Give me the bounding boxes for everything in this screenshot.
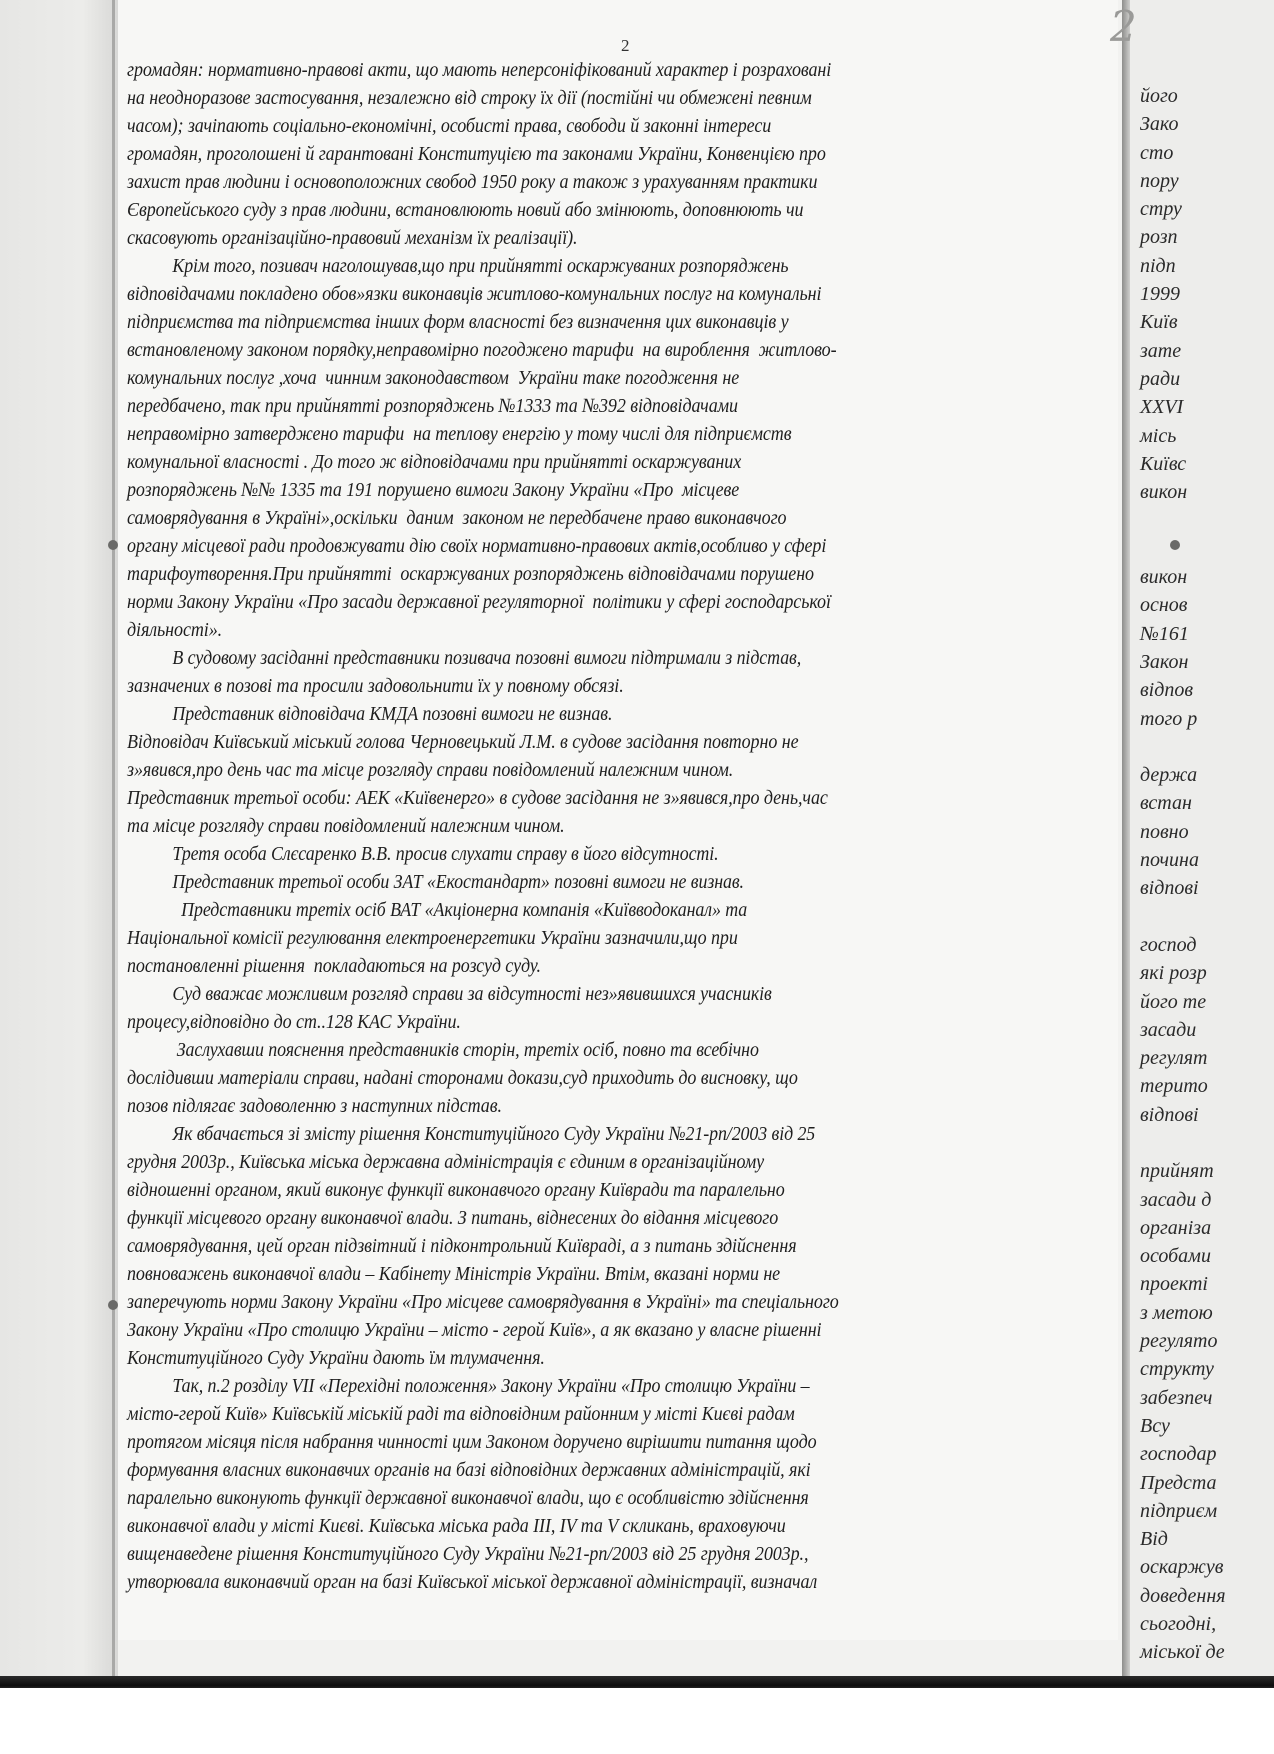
next-page-fragment: Всу	[1140, 1414, 1170, 1437]
next-page-fragment: викон	[1140, 566, 1188, 589]
text-line: встановленому законом порядку,неправомірно погоджено тарифи на вироблення житлово-	[127, 339, 837, 361]
page-fold-line	[112, 0, 115, 1690]
text-line: функції місцевого органу виконавчої влади. З питань, віднесених до відання місцевого	[127, 1207, 779, 1229]
text-line: розпоряджень №№ 1335 та 191 порушено вимоги Закону України «Про місцеве	[127, 479, 740, 501]
next-page-fragment: основ	[1140, 594, 1188, 617]
text-line: В судовому засіданні представники позивача позовні вимоги підтримали з підстав,	[172, 647, 802, 669]
next-page-fragment: засади	[1140, 1018, 1197, 1041]
text-line: громадян: нормативно-правові акти, що мають неперсоніфікований характер і розраховані	[127, 59, 832, 81]
next-page-fragment: того р	[1140, 707, 1198, 730]
text-line: скасовують організаційно-правовий механізм їх реалізації).	[127, 227, 578, 249]
text-line: передбачено, так при прийнятті розпоряджень №1333 та №392 відповідачами	[127, 395, 738, 417]
text-line: Відповідач Київський міський голова Черновецький Л.М. в судове засідання повторно не	[127, 731, 799, 753]
text-line: повноважень виконавчої влади – Кабінету Міністрів України. Втім, вказані норми не	[127, 1263, 781, 1285]
next-page-fragment: його	[1140, 85, 1178, 107]
next-page-fragment: Зако	[1140, 113, 1179, 136]
next-page-fragment: відпов	[1140, 679, 1194, 702]
next-page-fragment: міської де	[1140, 1641, 1225, 1664]
text-line: підприємства та підприємства інших форм власності без визначення цих виконавців у	[127, 311, 789, 333]
next-page-fragment: Київ	[1140, 311, 1178, 334]
binding-hole	[108, 1300, 118, 1310]
text-line: самоврядування в Україні»,оскільки даним законом не передбачене право виконавчого	[127, 507, 787, 529]
text-line: громадян, проголошені й гарантовані Конституцією та законами України, Конвенцією про	[127, 143, 826, 165]
next-page-fragment: №161	[1140, 622, 1189, 645]
binding-hole	[108, 540, 118, 550]
text-line: протягом місяця після набрання чинності цим Законом доручено вирішити питання щодо	[127, 1431, 817, 1453]
text-line: формування власних виконавчих органів на базі відповідних державних адміністрацій, які	[127, 1459, 811, 1481]
text-line: часом); зачіпають соціально-економічні, особисті права, свободи й законні інтереси	[127, 115, 772, 137]
text-line: грудня 2003р., Київська міська державна адміністрація є єдиним в організаційному	[127, 1151, 765, 1173]
text-line: Представник третьої особи ЗАТ «Екостандарт» позовні вимоги не визнав.	[172, 871, 744, 893]
text-line: органу місцевої ради продовжувати дію своїх нормативно-правових актів,особливо у сфері	[127, 535, 827, 557]
text-line: утворювала виконавчий орган на базі Київської міської державної адміністрації, визначал	[127, 1571, 818, 1593]
text-line: діяльності».	[127, 619, 223, 641]
next-page-fragment: його те	[1140, 990, 1207, 1013]
next-page-fragment: засади д	[1140, 1188, 1212, 1211]
text-line: на неодноразове застосування, незалежно від строку їх дії (постійні чи обмежені певним	[127, 87, 812, 109]
text-line: процесу,відповідно до ст..128 КАС України.	[127, 1011, 461, 1033]
previous-page-edge	[0, 0, 118, 1690]
text-line: Конституційного Суду України дають їм тлумачення.	[127, 1347, 545, 1369]
next-page-fragment: 1999	[1140, 283, 1180, 306]
text-line: неправомірно затверджено тарифи на теплову енергію у тому числі для підприємств	[127, 423, 792, 445]
next-page-fragment: оскаржув	[1140, 1556, 1224, 1579]
text-line: вищенаведене рішення Конституційного Суду України №21-рп/2003 від 25 грудня 2003р.,	[127, 1543, 809, 1565]
handwritten-page-mark: 2	[1110, 2, 1137, 51]
next-page-fragment: господар	[1140, 1443, 1217, 1466]
text-line: з»явився,про день час та місце розгляду справи повідомлений належним чином.	[127, 759, 734, 781]
next-page-fragment: Київс	[1140, 452, 1187, 475]
next-page-fragment: місь	[1140, 424, 1177, 447]
text-line: Закону України «Про столицю України – місто - герой Київ», а як вказано у власне рішенні	[127, 1319, 822, 1341]
next-page-fragment: терито	[1140, 1075, 1208, 1098]
next-page-fragment: пору	[1140, 169, 1179, 192]
text-line: та місце розгляду справи повідомлений належним чином.	[127, 815, 565, 837]
next-page-fragment: відпові	[1140, 1103, 1199, 1126]
text-line: зазначених в позові та просили задовольнити їх у повному обсязі.	[127, 675, 624, 697]
next-page-fragment: стру	[1140, 198, 1182, 221]
text-line: Представник третьої особи: АЕК «Київенерго» в судове засідання не з»явився,про день,час	[127, 787, 828, 809]
next-page-fragment: сьогодні,	[1140, 1613, 1217, 1636]
next-page-fragment: розп	[1140, 226, 1178, 249]
next-page-fragment: почина	[1140, 849, 1199, 872]
document-body-text	[127, 56, 1127, 1596]
next-page-fragment: Предста	[1140, 1471, 1217, 1494]
next-page-fragment: особами	[1140, 1245, 1211, 1268]
next-page-fragment	[1140, 733, 1226, 761]
text-line: Заслухавши пояснення представників сторін, третіх осіб, повно та всебічно	[172, 1039, 759, 1061]
next-page-fragment: Від	[1140, 1528, 1168, 1551]
text-line: захист прав людини і основоположних свобод 1950 року а також з урахуванням практики	[127, 171, 818, 193]
text-line: постановленні рішення покладаються на розсуд суду.	[127, 955, 541, 977]
next-page-fragment: організа	[1140, 1216, 1212, 1239]
next-page-fragment: регулято	[1140, 1330, 1218, 1353]
text-line: заперечують норми Закону України «Про місцеве самоврядування в Україні» та спеціального	[127, 1291, 839, 1313]
text-line: Третя особа Слєсаренко В.В. просив слухати справу в його відсутності.	[172, 843, 719, 865]
next-page-fragment: зате	[1140, 339, 1182, 362]
next-page-fragment	[1140, 903, 1226, 931]
text-line: відношенні органом, який виконує функції виконавчого органу Київради та паралельно	[127, 1179, 785, 1201]
next-page-fragment: викон	[1140, 481, 1188, 504]
next-page-fragment: структу	[1140, 1358, 1214, 1381]
next-page-fragment: забезпеч	[1140, 1386, 1213, 1409]
text-line: Крім того, позивач наголошував,що при прийнятті оскаржуваних розпоряджень	[172, 255, 789, 277]
next-page-fragment: доведення	[1140, 1584, 1226, 1607]
next-page-fragment: держа	[1140, 764, 1198, 787]
next-page-fragment: Закон	[1140, 650, 1189, 673]
text-line: комунальної власності . До того ж відповідачами при прийнятті оскаржуваних	[127, 451, 742, 473]
next-page-fragment: XXVI	[1140, 396, 1184, 419]
next-page-fragment	[1140, 506, 1226, 534]
next-page-fragment: повно	[1140, 820, 1189, 843]
text-line: дослідивши матеріали справи, надані сторонами докази,суд приходить до висновку, що	[127, 1067, 798, 1089]
text-line: паралельно виконують функції державної виконавчої влади, що є особливістю здійснення	[127, 1487, 809, 1509]
text-line: комунальних послуг ,хоча чинним законодавством України таке погодження не	[127, 367, 740, 389]
next-page-fragment: сто	[1140, 141, 1174, 164]
text-line: Суд вважає можливим розгляд справи за відсутності нез»явившихся учасників	[172, 983, 772, 1005]
next-page-fragment: встан	[1140, 792, 1192, 815]
next-page-fragment: прийнят	[1140, 1160, 1214, 1183]
text-line: норми Закону України «Про засади державної регуляторної політики у сфері господарської	[127, 591, 831, 613]
next-page-fragment	[1140, 1129, 1226, 1157]
next-page-fragment: відпові	[1140, 877, 1199, 900]
next-page-text-fragments	[1140, 82, 1226, 1667]
text-line: Європейського суду з прав людини, встановлюють новий або змінюють, доповнюють чи	[127, 199, 804, 221]
next-page-fragment: проекті	[1140, 1273, 1208, 1296]
page-number: 2	[621, 36, 630, 55]
next-page-fragment: ради	[1140, 367, 1181, 390]
text-line: тарифоутворення.При прийнятті оскаржуваних розпоряджень відповідачами порушено	[127, 563, 814, 585]
text-line: Представники третіх осіб ВАТ «Акціонерна компанія «Київводоканал» та	[172, 899, 748, 921]
next-page-fragment	[1140, 535, 1226, 563]
text-line: самоврядування, цей орган підзвітний і підконтрольний Київраді, а з питань здійснення	[127, 1235, 797, 1257]
text-line: позов підлягає задоволенню з наступних підстав.	[127, 1095, 502, 1117]
next-page-fragment: господ	[1140, 933, 1197, 956]
next-page-fragment: підприєм	[1140, 1499, 1218, 1522]
binding-hole	[1170, 540, 1180, 550]
text-line: відповідачами покладено обов»язки виконавців житлово-комунальних послуг на комунальні	[127, 283, 822, 305]
scan-margin	[0, 1688, 1274, 1754]
next-page-fragment: регулят	[1140, 1047, 1208, 1070]
text-line: Представник відповідача КМДА позовні вимоги не визнав.	[172, 703, 613, 725]
text-line: Як вбачається зі змісту рішення Конституційного Суду України №21-рп/2003 від 25	[172, 1123, 816, 1145]
text-line: виконавчої влади у місті Києві. Київська міська рада III, IV та V скликань, враховуючи	[127, 1515, 786, 1537]
text-line: Національної комісії регулювання електроенергетики України зазначили,що при	[127, 927, 738, 949]
next-page-fragment: підп	[1140, 254, 1176, 277]
text-line: місто-герой Київ» Київській міській раді та відповідним районним у місті Києві радам	[127, 1403, 795, 1425]
text-line: Так, п.2 розділу VII «Перехідні положення» Закону України «Про столицю України –	[172, 1375, 810, 1397]
next-page-fragment: з метою	[1140, 1301, 1213, 1324]
next-page-fragment: які розр	[1140, 962, 1207, 985]
